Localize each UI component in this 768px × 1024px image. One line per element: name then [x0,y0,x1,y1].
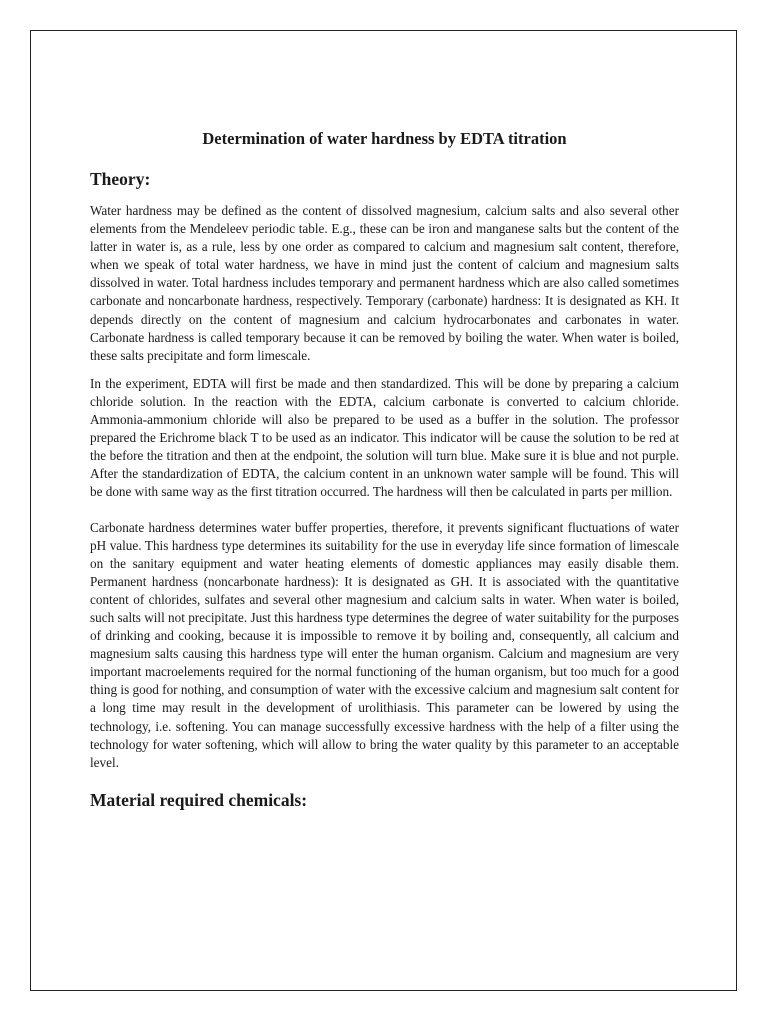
materials-heading: Material required chemicals: [90,789,308,810]
document-body [90,128,679,823]
theory-paragraph-1: Water hardness may be defined as the content of dissolved magnesium, calcium salts and also several other elements from the Mendeleev periodic table. E.g., these can be iron and manganese salts but the content of the latter in water is, as a rule, less by one order as compared to calcium and magnesium salt content, therefore, when we speak of total water hardness, we have in mind just the content of calcium and magnesium salts dissolved in water. Total hardness includes temporary and permanent hardness which are also called sometimes carbonate and noncarbonate hardness, respectively. Temporary (carbonate) hardness: It is designated as KH. It depends directly on the content of magnesium and calcium hydrocarbonates and carbonates in water. Carbonate hardness is called temporary because it can be removed by boiling the water. When water is boiled, these salts precipitate and form limescale. [90,203,679,363]
theory-paragraph-2: In the experiment, EDTA will first be made and then standardized. This will be done by preparing a calcium chloride solution. In the reaction with the EDTA, calcium carbonate is converted to calcium chloride. Ammonia-ammonium chloride will also be prepared to be used as a buffer in the solution. The professor prepared the Erichrome black T to be used as an indicator. This indicator will be cause the solution to be red at the before the titration and then at the endpoint, the solution will turn blue. Make sure it is blue and not purple. After the standardization of EDTA, the calcium content in an unknown water sample will be found. This will be done with same way as the first titration occurred. The hardness will then be calculated in parts per million. [90,375,679,500]
document-title: Determination of water hardness by EDTA titration [202,129,567,148]
theory-paragraph-3: Carbonate hardness determines water buffer properties, therefore, it prevents significant fluctuations of water pH value. This hardness type determines its suitability for the use in everyday life since formation of limescale on the sanitary equipment and water heating elements of domestic appliances may easily disable them. Permanent hardness (noncarbonate hardness): It is designated as GH. It is associated with the quantitative content of chlorides, sulfates and several other magnesium and calcium salts in water. When water is boiled, such salts will not precipitate. Just this hardness type determines the degree of water suitability for the purposes of drinking and cooking, because it is impossible to remove it by boiling and, consequently, all calcium and magnesium salts causing this hardness type will enter the human organism. Calcium and magnesium are very important macroelements required for the normal functioning of the human organism, but too much for a good thing is good for nothing, and consumption of water with the excessive calcium and magnesium salt content for a long time may result in the development of urolithiasis. This parameter can be lowered by using the technology, i.e. softening. You can manage successfully excessive hardness with the help of a filter using the technology for water softening, which will allow to bring the water quality by this parameter to an acceptable level. [90,519,679,770]
paragraph-spacer [90,772,679,789]
paragraph-spacer [90,365,679,375]
theory-heading: Theory: [90,169,151,189]
paragraph-spacer [90,502,679,519]
